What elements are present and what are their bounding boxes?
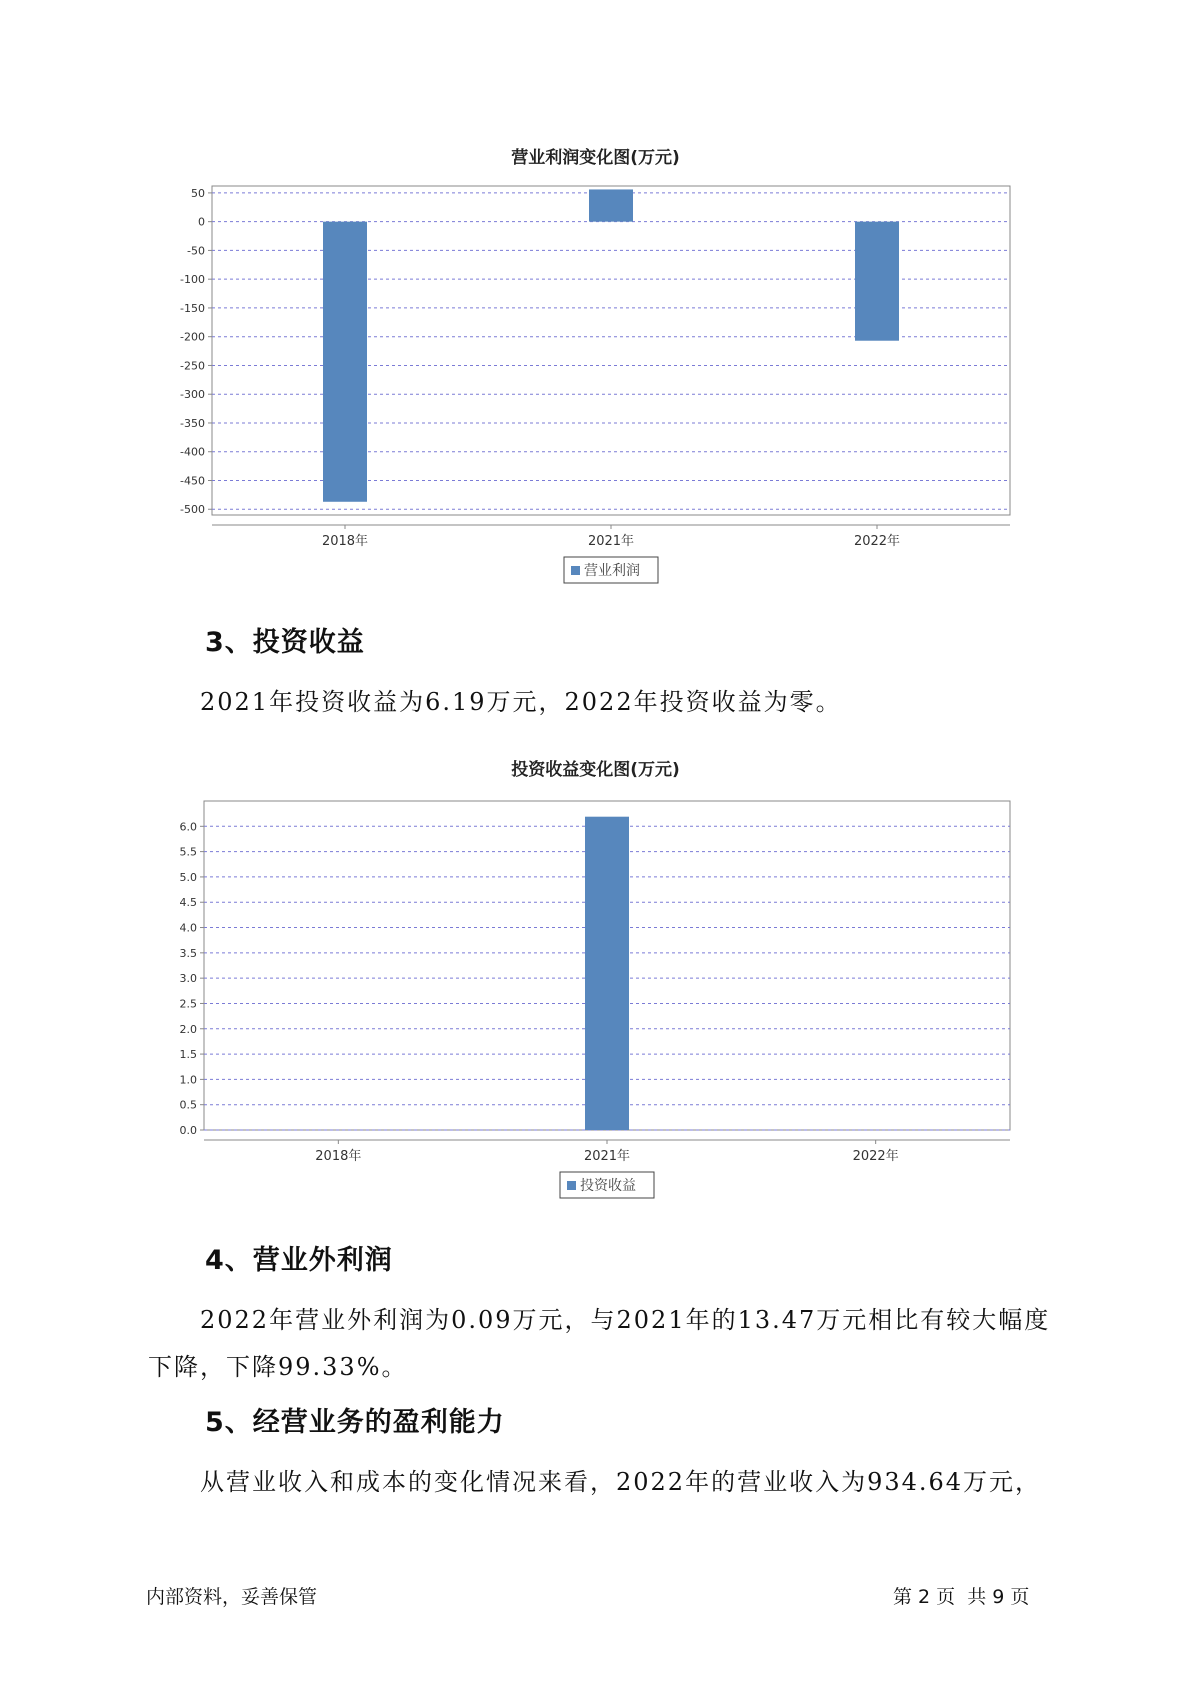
section5-heading: 5、经营业务的盈利能力 xyxy=(205,1407,505,1438)
section5-text: 从营业收入和成本的变化情况来看，2022年的营业收入为934.64万元， xyxy=(200,1468,1042,1496)
y-tick-label: -400 xyxy=(180,445,205,459)
y-tick-label: -450 xyxy=(180,474,205,488)
chart2-title: 投资收益变化图(万元) xyxy=(511,760,680,780)
section3-heading: 3、投资收益 xyxy=(205,627,365,658)
y-tick-label: 50 xyxy=(191,186,205,200)
y-tick-label: 3.0 xyxy=(179,972,197,986)
section4-line1: 2022年营业外利润为0.09万元，与2021年的13.47万元相比有较大幅度 xyxy=(200,1306,1051,1334)
y-tick-label: 2.0 xyxy=(179,1022,197,1036)
legend-swatch xyxy=(571,566,580,575)
x-tick-label: 2021年 xyxy=(587,534,635,549)
legend-label: 投资收益 xyxy=(580,1178,636,1194)
bar-2021年 xyxy=(585,817,629,1130)
y-tick-label: 2.5 xyxy=(179,997,197,1011)
x-tick-label: 2022年 xyxy=(853,534,901,549)
x-tick-label: 2022年 xyxy=(852,1149,899,1164)
y-tick-label: 4.5 xyxy=(179,896,197,910)
legend-swatch xyxy=(567,1181,576,1190)
y-tick-label: -250 xyxy=(180,359,205,373)
chart1-title: 营业利润变化图(万元) xyxy=(511,148,680,168)
y-tick-label: 5.5 xyxy=(179,845,197,859)
x-tick-label: 2018年 xyxy=(321,534,369,549)
y-tick-label: -150 xyxy=(180,301,205,315)
y-tick-label: 0.5 xyxy=(179,1098,197,1112)
y-tick-label: -100 xyxy=(180,273,205,287)
section4-heading: 4、营业外利润 xyxy=(205,1245,393,1276)
y-tick-label: -350 xyxy=(180,416,205,430)
bar-2018年 xyxy=(323,222,367,502)
x-tick-label: 2018年 xyxy=(315,1149,362,1164)
bar-2021年 xyxy=(589,189,633,221)
y-tick-label: 1.0 xyxy=(179,1073,197,1087)
y-tick-label: -300 xyxy=(180,388,205,402)
y-tick-label: 3.5 xyxy=(179,946,197,960)
section3-text: 2021年投资收益为6.19万元，2022年投资收益为零。 xyxy=(200,688,842,716)
y-tick-label: 4.0 xyxy=(179,921,197,935)
y-tick-label: 0 xyxy=(198,215,205,229)
investment-income-chart xyxy=(0,785,1191,1205)
y-tick-label: 6.0 xyxy=(179,820,197,834)
x-tick-label: 2021年 xyxy=(583,1149,631,1164)
bar-2022年 xyxy=(855,222,899,341)
operating-profit-chart xyxy=(0,170,1191,590)
y-tick-label: -500 xyxy=(180,503,205,517)
section4-line2: 下降，下降99.33%。 xyxy=(148,1353,408,1381)
legend-label: 营业利润 xyxy=(584,563,640,579)
page-number: 第 2 页 共 9 页 xyxy=(893,1586,1030,1608)
y-tick-label: 5.0 xyxy=(179,870,197,884)
y-tick-label: 1.5 xyxy=(179,1048,197,1062)
y-tick-label: -200 xyxy=(180,330,205,344)
y-tick-label: 0.0 xyxy=(179,1124,197,1137)
footer-note: 内部资料，妥善保管 xyxy=(146,1586,318,1608)
y-tick-label: -50 xyxy=(187,244,205,258)
